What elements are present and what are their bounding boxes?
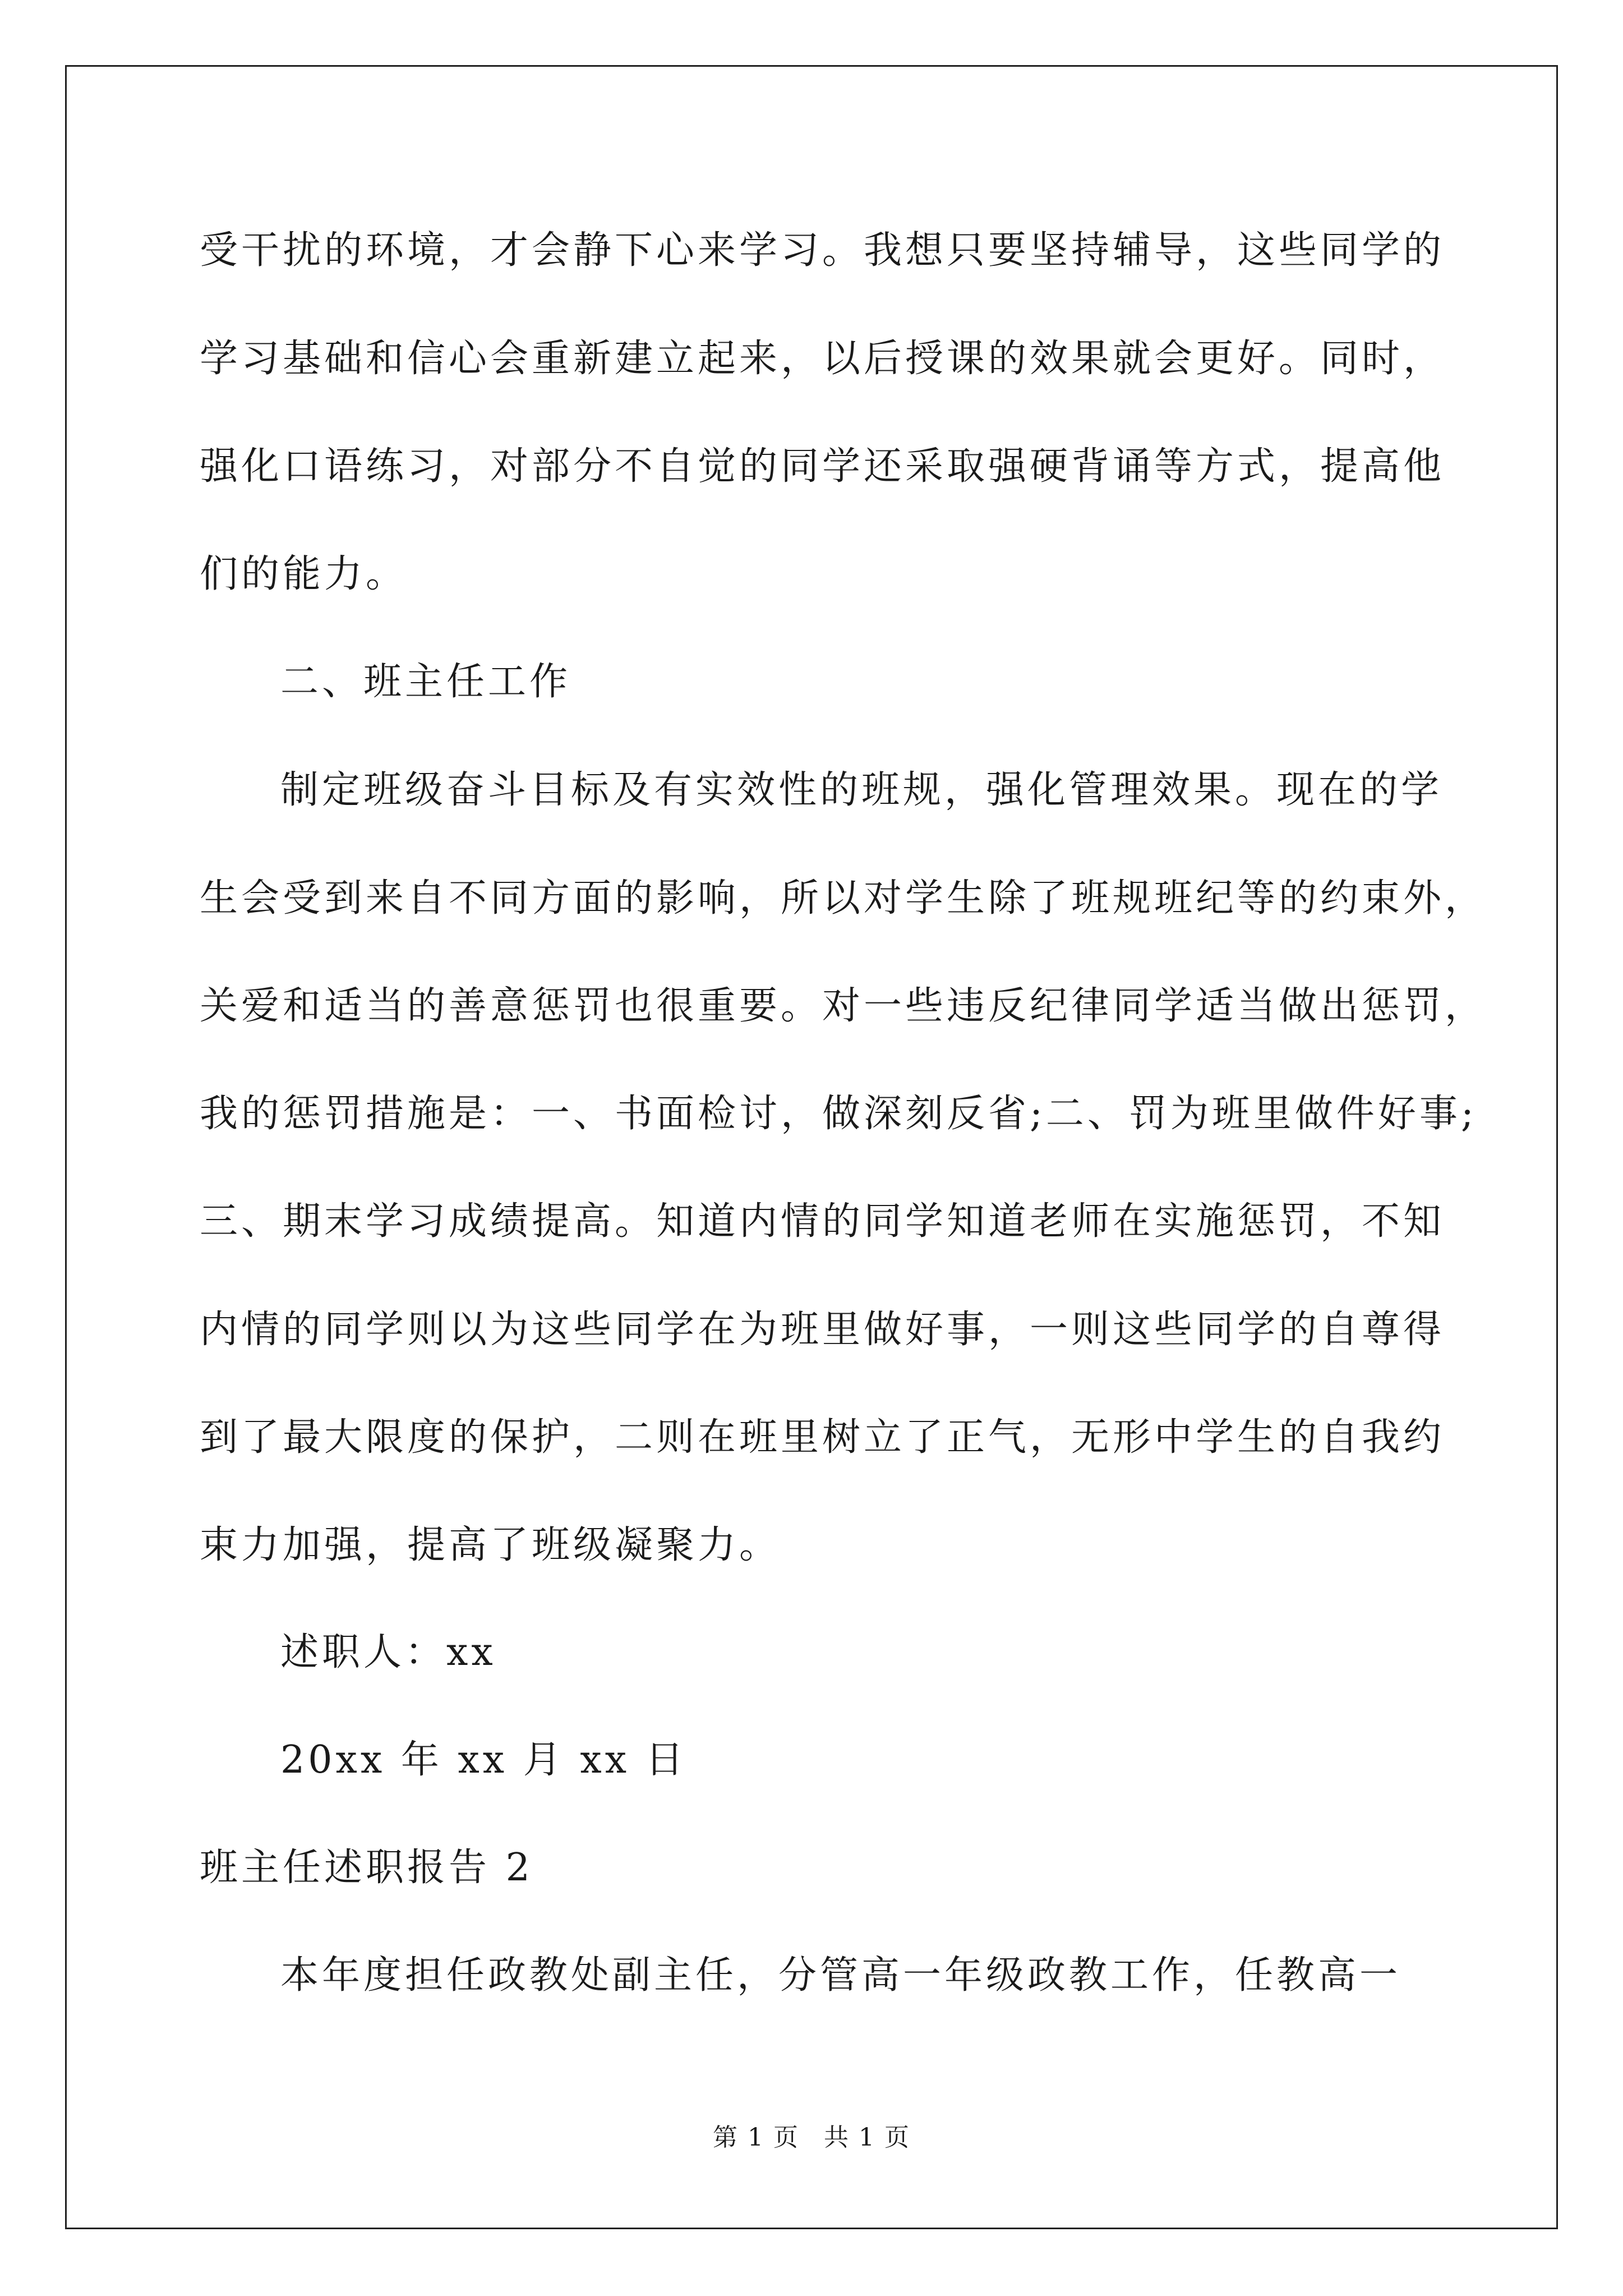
paragraph-line: 关爱和适当的善意惩罚也很重要。对一些违反纪律同学适当做出惩罚， — [200, 984, 1487, 1028]
paragraph-line: 制定班级奋斗目标及有实效性的班规，强化管理效果。现在的学 — [280, 768, 1443, 812]
paragraph-line: 内情的同学则以为这些同学在为班里做好事，一则这些同学的自尊得 — [200, 1308, 1445, 1352]
paragraph-line: 束力加强，提高了班级凝聚力。 — [200, 1523, 781, 1567]
paragraph-line: 受干扰的环境，才会静下心来学习。我想只要坚持辅导，这些同学的 — [200, 228, 1445, 273]
paragraph-line: 们的能力。 — [200, 552, 408, 596]
paragraph-line: 到了最大限度的保护，二则在班里树立了正气，无形中学生的自我约 — [200, 1415, 1445, 1460]
paragraph-line: 强化口语练习，对部分不自觉的同学还采取强硬背诵等方式，提高他 — [200, 444, 1445, 489]
page-number: 第 1 页 — [713, 2123, 799, 2152]
paragraph-line: 三、期末学习成绩提高。知道内情的同学知道老师在实施惩罚，不知 — [200, 1199, 1445, 1244]
page-border — [65, 65, 1558, 2229]
paragraph-line: 学习基础和信心会重新建立起来，以后授课的效果就会更好。同时， — [200, 337, 1445, 381]
section-heading: 二、班主任工作 — [280, 660, 571, 704]
date-line: 20xx 年 xx 月 xx 日 — [280, 1738, 687, 1782]
signature-line: 述职人：xx — [280, 1630, 496, 1674]
report-title: 班主任述职报告 2 — [200, 1846, 533, 1890]
paragraph-line: 我的惩罚措施是：一、书面检讨，做深刻反省;二、罚为班里做件好事; — [200, 1092, 1477, 1136]
paragraph-line: 本年度担任政教处副主任，分管高一年级政教工作，任教高一 — [280, 1953, 1401, 1998]
page-total: 共 1 页 — [824, 2123, 910, 2152]
paragraph-line: 生会受到来自不同方面的影响，所以对学生除了班规班纪等的约束外， — [200, 876, 1487, 921]
page-footer — [0, 2121, 1623, 2155]
